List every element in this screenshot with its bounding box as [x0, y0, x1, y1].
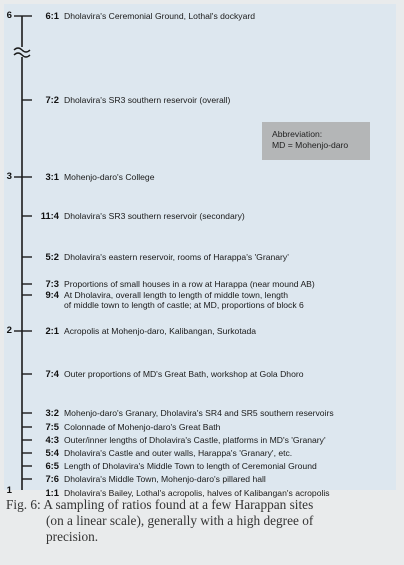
abbreviation-title: Abbreviation:: [272, 129, 323, 139]
major-tick-label: 6: [6, 10, 12, 21]
ratio-description: Mohenjo-daro's Granary, Dholavira's SR4 and SR5 southern reservoirs: [64, 408, 334, 418]
ratio-value: 7:2: [45, 94, 59, 105]
ratio-description: Dholavira's SR3 southern reservoir (secondary): [64, 211, 245, 221]
ratio-description: Colonnade of Mohenjo-daro's Great Bath: [64, 422, 221, 432]
abbreviation-box: [262, 122, 370, 160]
ratio-value: 5:4: [45, 447, 59, 458]
ratio-description: of middle town to length of castle; at MD, proportions of block 6: [64, 300, 304, 310]
ratio-value: 1:1: [45, 487, 59, 498]
ratio-description: Dholavira's SR3 southern reservoir (overall): [64, 95, 231, 105]
ratio-description: Acropolis at Mohenjo-daro, Kalibangan, Surkotada: [64, 326, 257, 336]
ratio-value: 4:3: [45, 434, 59, 445]
ratio-value: 7:6: [45, 473, 59, 484]
caption-line-1: Fig. 6: A sampling of ratios found at a few Harappan sites: [6, 497, 314, 512]
major-tick-label: 3: [6, 171, 12, 182]
ratio-value: 7:3: [45, 278, 59, 289]
ratio-description: Dholavira's Bailey, Lothal's acropolis, halves of Kalibangan's acropolis: [64, 488, 330, 498]
ratio-description: Dholavira's eastern reservoir, rooms of Harappa's 'Granary': [64, 252, 289, 262]
ratio-value: 5:2: [45, 251, 59, 262]
ratio-value: 3:1: [45, 171, 59, 182]
ratio-description: Dholavira's Castle and outer walls, Harappa's 'Granary', etc.: [64, 448, 293, 458]
ratio-value: 7:5: [45, 421, 59, 432]
ratio-description: Outer/inner lengths of Dholavira's Castle, platforms in MD's 'Granary': [64, 435, 326, 445]
ratio-value: 3:2: [45, 407, 59, 418]
major-tick-label: 1: [6, 485, 12, 496]
abbreviation-text: MD = Mohenjo-daro: [272, 140, 349, 150]
ratio-description: Proportions of small houses in a row at Harappa (near mound AB): [64, 279, 315, 289]
ratio-value: 9:4: [45, 289, 59, 300]
caption-line-2: (on a linear scale), generally with a high degree of: [46, 513, 314, 528]
ratio-description: Dholavira's Ceremonial Ground, Lothal's dockyard: [64, 11, 256, 21]
axis-break-stroke-1: [14, 48, 30, 52]
ratio-value: 6:1: [45, 10, 59, 21]
ratio-description: Length of Dholavira's Middle Town to length of Ceremonial Ground: [64, 461, 317, 471]
figure-caption: [6, 497, 398, 545]
ratio-description: Dholavira's Middle Town, Mohenjo-daro's pillared hall: [64, 474, 266, 484]
ratio-value: 6:5: [45, 460, 59, 471]
ratio-description: Mohenjo-daro's College: [64, 172, 155, 182]
figure-panel: [4, 4, 396, 498]
major-tick-label: 2: [6, 325, 12, 336]
ratio-value: 7:4: [45, 368, 59, 379]
ratio-description: At Dholavira, overall length to length of middle town, length: [64, 290, 289, 300]
caption-line-3: precision.: [46, 529, 99, 544]
ratio-value: 11:4: [40, 210, 59, 221]
ratio-value: 2:1: [45, 325, 59, 336]
axis-break-stroke-2: [14, 53, 30, 57]
ratio-description: Outer proportions of MD's Great Bath, workshop at Gola Dhoro: [64, 369, 304, 379]
